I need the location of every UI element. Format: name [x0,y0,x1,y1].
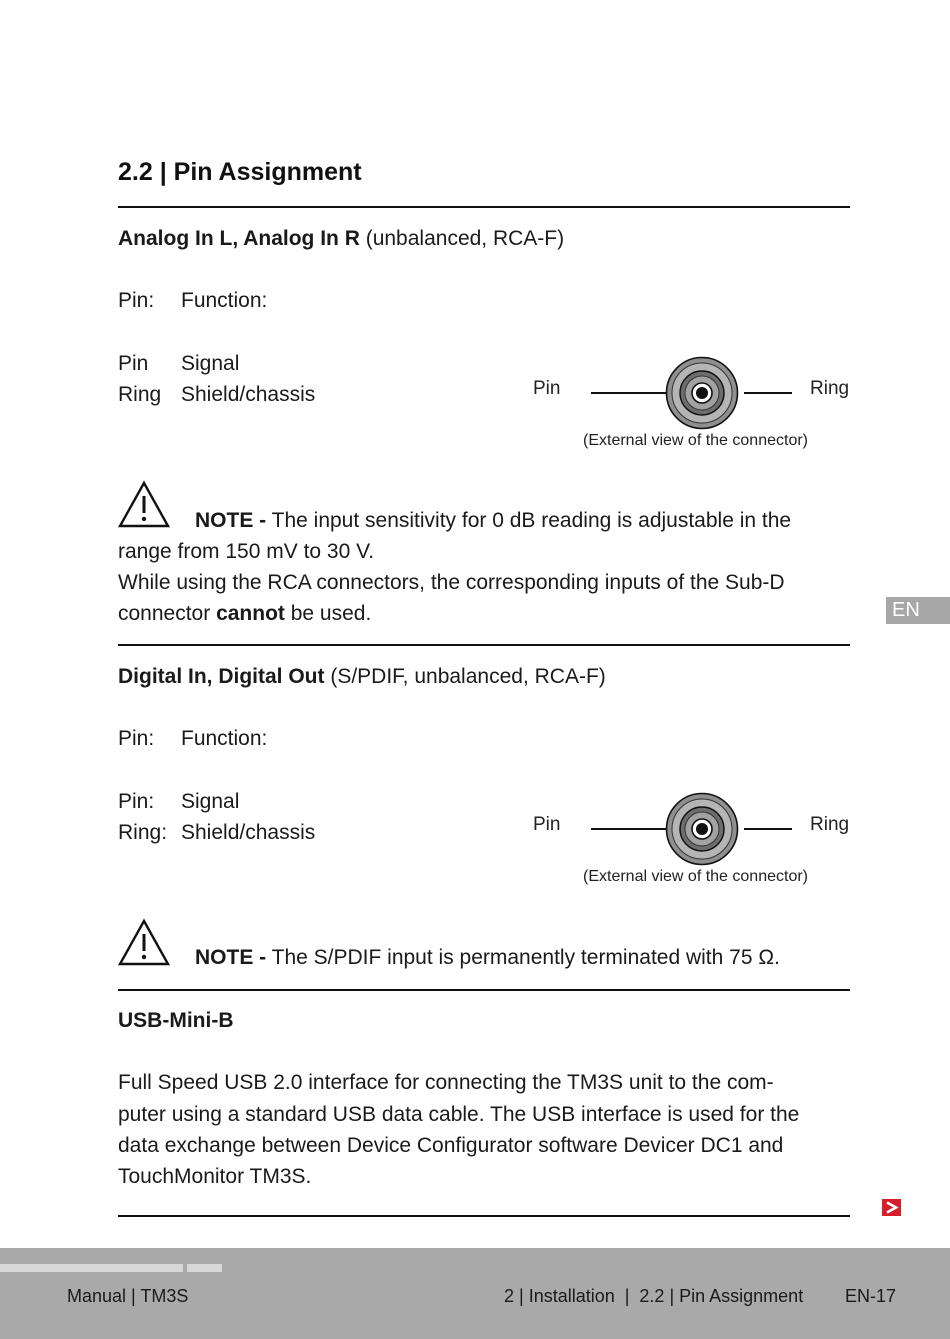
analog-col-function: Function: [181,289,268,312]
connector-ring-label: Ring [810,378,850,399]
analog-row-function: Signal [181,352,240,375]
usb-heading: USB-Mini-B [118,1009,234,1032]
usb-text-line: data exchange between Device Configurator software Devicer DC1 and [118,1134,784,1157]
analog-heading-bold: Analog In L, Analog In R [118,227,360,250]
connector-caption: (External view of the connector) [583,868,808,885]
connector-pin-label: Pin [533,378,561,399]
ring-leader-line [744,392,792,394]
digital-heading-rest: (S/PDIF, unbalanced, RCA-F) [324,665,606,688]
digital-row-pin: Pin: [118,790,155,813]
digital-col-function: Function: [181,727,268,750]
analog-row-pin: Pin [118,352,149,375]
analog-heading [118,223,564,254]
title-rule [118,206,850,208]
note-label: NOTE - [195,946,267,969]
connector-pin-label: Pin [533,814,561,835]
connector-caption: (External view of the connector) [583,432,808,449]
note-text: While using the RCA connectors, the corresponding inputs of the Sub-D [118,571,785,594]
analog-col-pin: Pin: [118,289,155,312]
footer-manual-title: Manual | TM3S [67,1286,189,1306]
note-label: NOTE - [195,509,267,532]
analog-row-pin: Ring [118,383,162,406]
usb-text-line: TouchMonitor TM3S. [118,1165,312,1188]
note-text: range from 150 mV to 30 V. [118,540,375,563]
footer-progress-bar [187,1264,222,1272]
analog-heading-rest: (unbalanced, RCA-F) [359,227,565,250]
next-page-arrow-icon[interactable] [882,1199,901,1216]
digital-row-function: Shield/chassis [181,821,316,844]
digital-heading-bold: Digital In, Digital Out [118,665,325,688]
bottom-rule [118,1215,850,1217]
ring-leader-line [744,828,792,830]
note-emphasis: cannot [216,602,285,625]
connector-ring-label: Ring [810,814,850,835]
usb-text-line: Full Speed USB 2.0 interface for connecting the TM3S unit to the com- [118,1071,774,1094]
section-rule [118,644,850,646]
rca-connector-icon [665,792,739,866]
section-rule [118,989,850,991]
footer-progress-bar [0,1264,183,1272]
analog-note [118,505,858,629]
footer-breadcrumb: 2 | Installation | 2.2 | Pin Assignment [504,1286,804,1306]
usb-text-line: puter using a standard USB data cable. The USB interface is used for the [118,1103,800,1126]
digital-row-pin: Ring: [118,821,168,844]
analog-row-function: Shield/chassis [181,383,316,406]
footer-page-number: EN-17 [845,1286,897,1306]
page-title: 2.2 | Pin Assignment [118,158,362,186]
digital-heading [118,661,606,692]
note-text: be used. [284,602,372,625]
note-text: connector [118,602,217,625]
note-text: The S/PDIF input is permanently terminated with 75 Ω. [266,946,780,969]
page-footer [0,1248,950,1339]
rca-connector-icon [665,356,739,430]
digital-note [118,942,858,973]
language-tab[interactable]: EN [886,597,950,624]
digital-row-function: Signal [181,790,240,813]
note-text: The input sensitivity for 0 dB reading is adjustable in the [266,509,792,532]
digital-col-pin: Pin: [118,727,155,750]
